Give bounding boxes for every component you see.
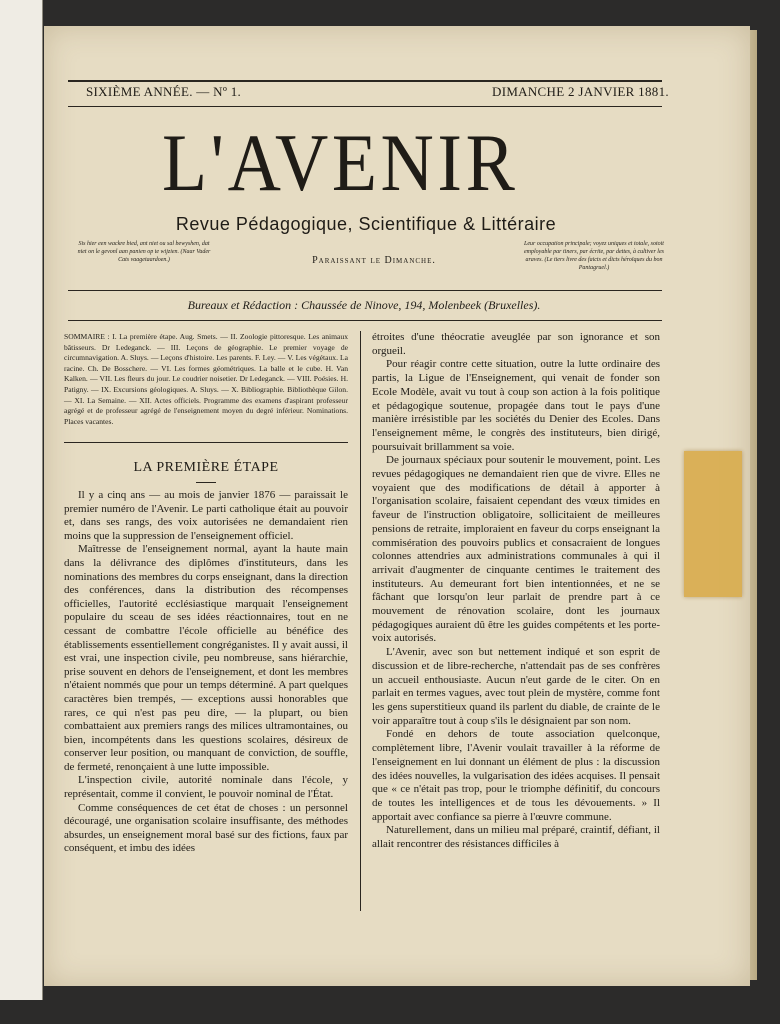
article-column-right: [372, 331, 660, 852]
motto-right: Leur occupation principale; voyez uniques et totale, sotoit employable par tiners, par écrite, par dettes, à cultiver les araves. (Le tiers livre des faicts et dicts héroïques du bon Pantagruel.): [524, 241, 664, 271]
article-paragraph: Naturellement, dans un milieu mal préparé, craintif, défiant, il allait rencontrer des résistances difficiles à: [372, 824, 660, 851]
contents-rule: [64, 442, 348, 443]
article-paragraph: Pour réagir contre cette situation, outre la lutte ordinaire des partis, la Ligue de l'Enseignement, qui venait de fonder son Ecole Modèle, avait vu tout à coup son action à la fois politique et pédagogique soutenue, propagée dans tout le pays d'une manière irrésistible par les sociétés du Denier des Ecoles. Dans l'enseignement même, le congrès des instituteurs, bien dirigé, poursuivait brillamment sa voie.: [372, 358, 660, 453]
issue-number: SIXIÈME ANNÉE. — Nº 1.: [86, 84, 242, 99]
column-divider: [360, 331, 361, 911]
issue-date: DIMANCHE 2 JANVIER 1881.: [492, 84, 669, 99]
article-column-left: [64, 489, 348, 856]
adhesive-tape: [684, 451, 742, 597]
header-top-rule: [68, 80, 662, 82]
article-paragraph: Fondé en dehors de toute association quelconque, complètement libre, l'Avenir voulait travailler à la réforme de l'enseignement en lui donnant un élément de plus : la discussion des idées nouvelles, la vulgarisation des idées acquises. Il pensait que « ce n'était pas trop, pour le triomphe définitif, du concours de toutes les intelligences et de tous les dévouements. » Il apportait avec confiance sa pierre à l'œuvre commune.: [372, 728, 660, 823]
masthead-title: L'AVENIR: [162, 117, 519, 208]
publication-frequency: Paraissant le Dimanche.: [312, 255, 436, 266]
article-paragraph: L'Avenir, avec son but nettement indiqué et son esprit de discussion et de libre-recherche, n'attendait pas de ses confrères un accueil enthousiaste. Aucun n'eut garde de le citer. On en parlait en termes vagues, avec tout plein de mystère, comme font les gens superstitieux quand ils parlent du diable, de crainte de le voir apparaître tout à coup s'ils le désignaient par son nom.: [372, 646, 660, 727]
article-title: LA PREMIÈRE ÉTAPE: [133, 460, 279, 475]
editorial-address: Bureaux et Rédaction : Chaussée de Ninove, 194, Molenbeek (Bruxelles).: [187, 298, 541, 312]
article-paragraph: Maîtresse de l'enseignement normal, ayant la haute main dans la délivrance des diplômes d'instituteurs, dans les nominations des membres du corps enseignant, dans la direction des conférences, dans la distribution des récompenses officielles, l'autorité ecclésiastique marquait l'enseignement populaire du sceau de ses idées réactionnaires, tout en ne cessant de combattre l'école officielle au bénéfice des établissements essentiellement congréganistes. Il y avait aussi, il est vrai, une inspection civile, peu nombreuse, sans hiérarchie, prise souvent en dehors de l'enseignement, et dont les membres n'étaient nommés que pour un temps déterminé. A part quelques caractères bien trempés, — exceptions aussi honorables que rares, ce qui n'est pas peu dire, — la plupart, ou bien combattaient aux premiers rangs des milices ultramontaines, ou bien, incompétents dans les questions scolaires, désireux de conserver leur position, ou manquant de conviction, de souffle, de fermeté, renonçaient à une lutte impossible.: [64, 543, 348, 773]
article-paragraph: De journaux spéciaux pour soutenir le mouvement, point. Les revues pédagogiques ne demandaient rien que de vivre. Elles ne voyaient que des modifications de détail à apporter à l'organisation scolaire, faisaient cependant des vœux timides en faveur de l'instruction obligatoire, sollicitaient de meilleures pensions de retraite, imploraient en faveur du corps enseignant la commisération des pouvoirs publics et consacraient de longues colonnes attendries aux administrations communales à qui il arrivait d'augmenter de cinquante centimes le traitement des instituteurs. Au demeurant fort bien intentionnées, et ne se fâchant que lorsqu'on leur parlait de prendre part à ce mouvement de rénovation scolaire, dont les journaux pédagogiques auraient dû être les guides compétents et les porte-voix autorisés.: [372, 454, 660, 645]
masthead-subtitle: Revue Pédagogique, Scientifique & Littéraire: [175, 214, 557, 234]
address-top-rule: [68, 290, 662, 291]
article-paragraph: étroites d'une théocratie aveuglée par son ignorance et son orgueil.: [372, 331, 660, 357]
header-bottom-rule: [68, 106, 662, 107]
newspaper-page: [44, 26, 750, 986]
previous-page-edge: [0, 0, 43, 1000]
article-paragraph: Comme conséquences de cet état de choses : un personnel découragé, une organisation scolaire insuffisante, des méthodes absurdes, un enseignement moral basé sur des fictions, faux par conséquent, et imbu des idées: [64, 801, 348, 855]
motto-left: Sis hier een wackre bied, ant niet ou sal bewyshen, dat niet on le gevonl aan panien op te wijzien. (Naar Vader Cats vaagetaardoen.): [77, 241, 211, 263]
article-paragraph: L'inspection civile, autorité nominale dans l'école, y représentait, comme il convient, le pouvoir nominal de l'État.: [64, 774, 348, 801]
table-of-contents: SOMMAIRE : I. La première étape. Aug. Smets. — II. Zoologie pittoresque. Les animaux bâtisseurs. Dr Ledeganck. — III. Leçons de géographie. Le premier voyage de circumnavigation. A. Sluys. — Leçons d'histoire. Les parents. F. Ley. — V. Les végétaux. La racine. Ch. De Bosschere. — VI. Les formes géométriques. La balle et le cube. H. Van Kalken. — VII. Les fleurs du jour. Le coudrier noisetier. Dr Ledeganck. — VIII. Poésies. H. Patigny. — IX. Excursions géologiques. A. Sluys. — X. Bibliographie. Bibliothèque Gilon. — XI. La Semaine. — XII. Actes officiels. Programme des examens d'aspirant professeur agrégé et de professeur agrégé de l'enseignement moyen du degré inférieur. Nominations. Places vacantes.: [64, 332, 348, 426]
article-paragraph: Il y a cinq ans — au mois de janvier 1876 — paraissait le premier numéro de l'Avenir. Le parti catholique était au pouvoir et, dans ses rangs, des voix autorisées ne demandaient rien moins que la suppression de l'enseignement officiel.: [64, 489, 348, 542]
title-dash: [196, 482, 216, 483]
address-bottom-rule: [68, 320, 662, 321]
